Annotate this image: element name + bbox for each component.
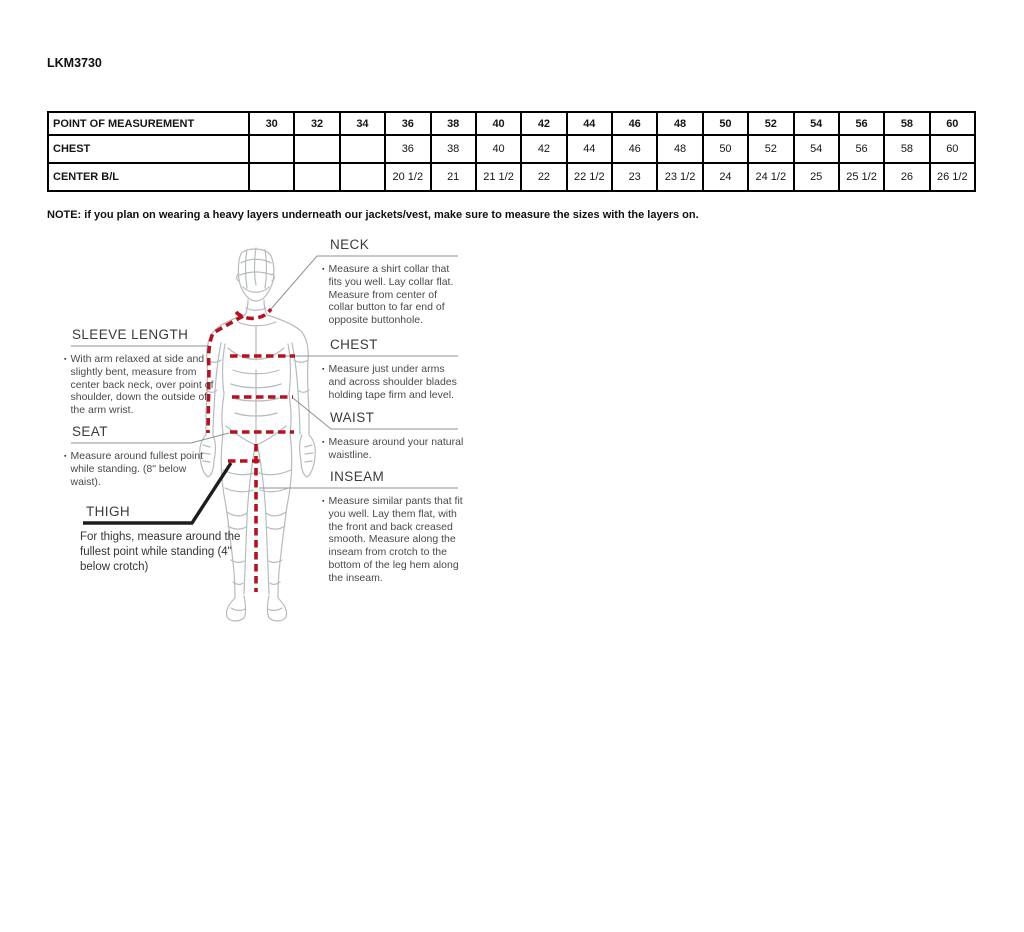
seat-section [64,423,214,488]
table-cell: 22 [521,163,566,191]
table-cell [249,135,294,163]
seat-description: Measure around fullest point while standing. (8" below waist). [70,450,203,488]
bullet-icon: ▪ [64,356,67,363]
column-header: POINT OF MEASUREMENT [48,112,249,135]
table-cell: 25 [794,163,839,191]
column-header: 52 [748,112,793,135]
neck-label: NECK [330,237,370,252]
inseam-description: Measure similar pants that fit you well. Lay them flat, with the front and back creased smooth. Measure along the inseam from crotch to the bottom of the leg hem along the inseam. [328,495,463,584]
table-cell: 23 1/2 [657,163,702,191]
column-header: 46 [612,112,657,135]
table-cell [340,135,385,163]
table-row-center-bl [48,163,975,191]
column-header: 42 [521,112,566,135]
column-header: 54 [794,112,839,135]
table-cell: 44 [567,135,612,163]
waist-label: WAIST [330,410,375,425]
table-cell: 40 [476,135,521,163]
table-cell: 52 [748,135,793,163]
bullet-icon: ▪ [64,453,67,460]
table-header-row [48,112,975,135]
table-cell [294,135,339,163]
chest-label: CHEST [330,337,378,352]
sleeve-length-description: With arm relaxed at side and slightly bent, measure from center back neck, over point of shoulder, down the outside of the arm wrist. [70,353,214,417]
chest-description: Measure just under arms and across shoulder blades holding tape firm and level. [328,363,457,401]
bullet-icon: ▪ [322,439,325,446]
chest-section [322,336,464,401]
table-cell: 21 1/2 [476,163,521,191]
column-header: 38 [431,112,476,135]
table-cell: 42 [521,135,566,163]
neck-description: Measure a shirt collar that fits you well. Lay collar flat. Measure from center of collar button to far end of opposite buttonhole. [328,263,454,327]
row-label: CENTER B/L [48,163,249,191]
size-table [47,111,976,192]
table-cell: 56 [839,135,884,163]
inseam-label: INSEAM [330,469,385,484]
table-cell: 46 [612,135,657,163]
table-cell: 24 1/2 [748,163,793,191]
table-cell: 36 [385,135,430,163]
table-cell: 23 [612,163,657,191]
bullet-icon: ▪ [322,366,325,373]
table-cell [294,163,339,191]
table-row-chest [48,135,975,163]
thigh-description: For thighs, measure around the fullest point while standing (4" below crotch) [80,531,241,573]
note-text: NOTE: if you plan on wearing a heavy layers underneath our jackets/vest, make sure to measure the sizes with the layers on. [47,209,699,221]
row-label: CHEST [48,135,249,163]
table-cell: 48 [657,135,702,163]
measurement-diagram [0,230,480,630]
neck-section [322,236,464,327]
column-header: 34 [340,112,385,135]
thigh-section [78,503,250,575]
table-cell: 24 [703,163,748,191]
inseam-section [322,468,466,585]
column-header: 32 [294,112,339,135]
table-cell [249,163,294,191]
table-cell: 38 [431,135,476,163]
sleeve-length-label: SLEEVE LENGTH [72,327,189,342]
waist-section [322,409,464,462]
table-cell: 60 [930,135,975,163]
bullet-icon: ▪ [322,266,325,273]
table-cell: 26 1/2 [930,163,975,191]
column-header: 44 [567,112,612,135]
thigh-label: THIGH [86,504,130,519]
column-header: 56 [839,112,884,135]
table-cell: 20 1/2 [385,163,430,191]
column-header: 50 [703,112,748,135]
table-cell: 26 [884,163,929,191]
column-header: 30 [249,112,294,135]
table-cell: 22 1/2 [567,163,612,191]
table-cell: 50 [703,135,748,163]
sleeve-length-section [64,326,216,417]
table-cell: 58 [884,135,929,163]
bullet-icon: ▪ [322,498,325,505]
table-cell [340,163,385,191]
seat-label: SEAT [72,424,108,439]
column-header: 36 [385,112,430,135]
waist-description: Measure around your natural waistline. [328,436,464,461]
column-header: 48 [657,112,702,135]
column-header: 58 [884,112,929,135]
table-cell: 25 1/2 [839,163,884,191]
column-header: 60 [930,112,975,135]
table-cell: 54 [794,135,839,163]
table-cell: 21 [431,163,476,191]
column-header: 40 [476,112,521,135]
page-title: LKM3730 [47,56,102,70]
